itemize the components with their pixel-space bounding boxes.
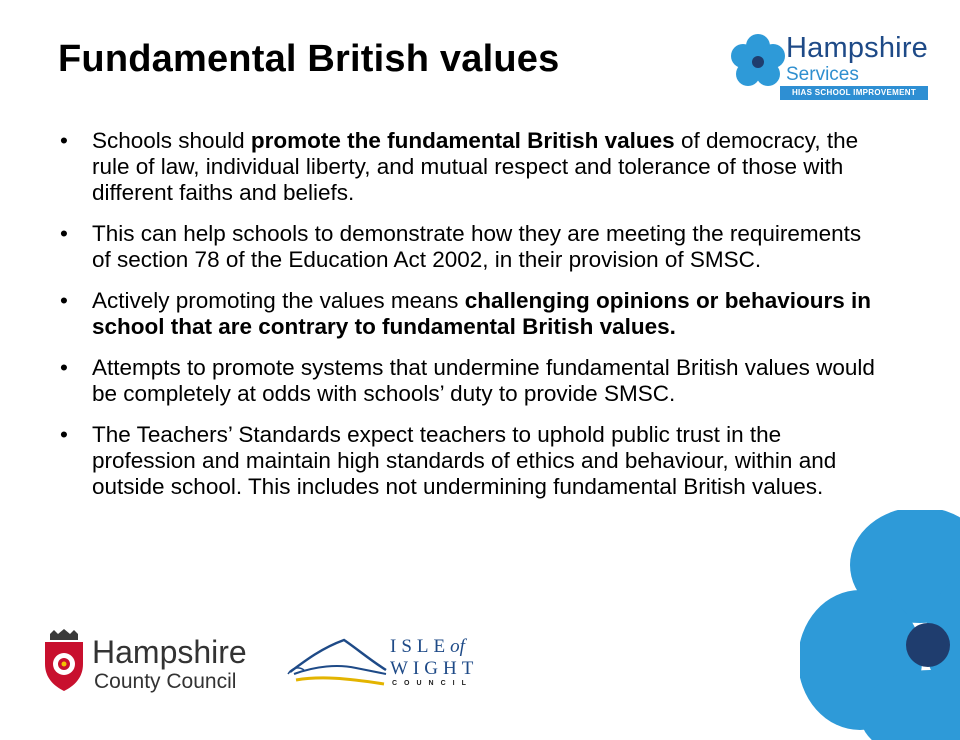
isle-of-wight-council-logo xyxy=(286,632,496,694)
bullet-item xyxy=(56,128,886,206)
bullet-item xyxy=(56,221,886,273)
bullet-text: Schools should xyxy=(92,128,251,153)
hampshire-services-logo xyxy=(728,28,938,104)
slide-title: Fundamental British values xyxy=(58,38,560,80)
bullet-text: of democracy, the rule of law, individual liberty, and mutual respect and tolerance of those with different faiths and beliefs. xyxy=(92,128,859,205)
bullet-text-bold: challenging opinions or behaviours in school that are contrary to fundamental British values. xyxy=(92,288,871,339)
bullet-list xyxy=(56,128,886,515)
crest-icon xyxy=(40,628,88,692)
bullet-text: Attempts to promote systems that undermine fundamental British values would be completely at odds with schools’ duty to provide SMSC. xyxy=(92,355,875,406)
bullet-text: This can help schools to demonstrate how they are meeting the requirements of section 78 of the Education Act 2002, in their provision of SMSC. xyxy=(92,221,862,272)
iow-line1 xyxy=(390,636,465,658)
hcc-sub: County Council xyxy=(94,670,237,693)
flower-icon xyxy=(728,32,788,92)
hias-strip: HIAS SCHOOL IMPROVEMENT xyxy=(780,86,928,100)
bullet-marker: • xyxy=(60,422,68,447)
iow-wight: WIGHT xyxy=(390,658,479,679)
bullet-marker: • xyxy=(60,128,68,153)
island-mark-icon xyxy=(286,634,390,692)
bullet-marker: • xyxy=(60,221,68,246)
hampshire-services-name: Hampshire xyxy=(786,32,929,64)
bullet-marker: • xyxy=(60,355,68,380)
bullet-text: Actively promoting the values means xyxy=(92,288,465,313)
hampshire-services-sub: Services xyxy=(786,64,859,85)
bullet-text-bold: promote the fundamental British values xyxy=(250,128,675,153)
iow-isle: ISLE xyxy=(390,636,451,657)
iow-of: of xyxy=(450,636,465,657)
iow-council: COUNCIL xyxy=(392,680,473,687)
bullet-item xyxy=(56,288,886,340)
decorative-flower-icon xyxy=(800,510,960,740)
hcc-name: Hampshire xyxy=(92,634,247,670)
bullet-text: The Teachers’ Standards expect teachers to uphold public trust in the profession and maintain high standards of ethics and behaviour, within and outside school. This includes not undermining fundamental British values. xyxy=(92,422,837,499)
bullet-item xyxy=(56,422,886,500)
bullet-item xyxy=(56,355,886,407)
hampshire-county-council-logo xyxy=(40,628,250,692)
bullet-marker: • xyxy=(60,288,68,313)
